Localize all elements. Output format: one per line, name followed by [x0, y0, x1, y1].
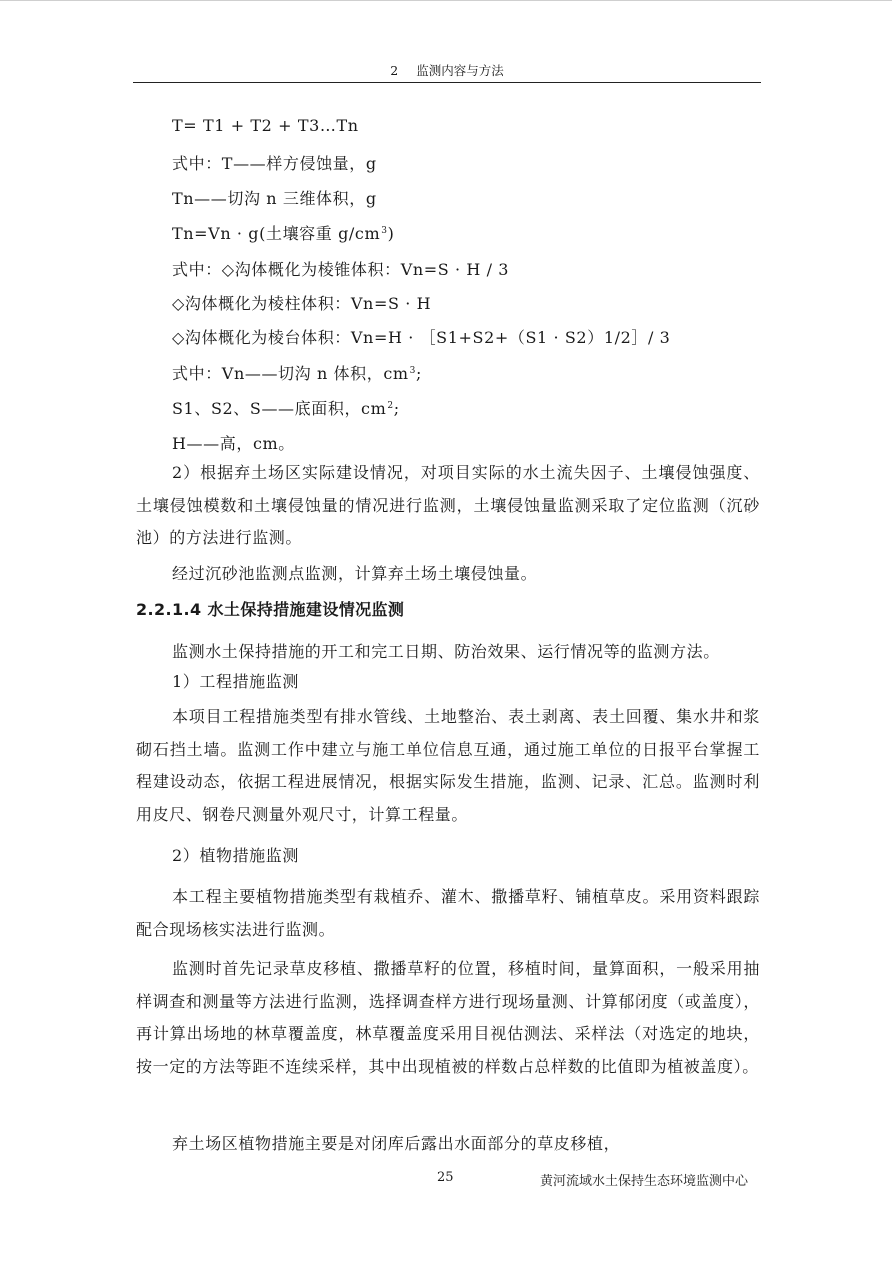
formula-def-vn-sup: 3	[409, 366, 416, 376]
formula-def-vn-text: 式中：Vn——切沟 n 体积，cm	[172, 364, 409, 383]
formula-tn-text: Tn=Vn · g(土壤容重 g/cm	[172, 224, 381, 243]
formula-def-s-text: S1、S2、S——底面积，cm	[172, 399, 387, 418]
formula-def-tn: Tn——切沟 n 三维体积，g	[172, 189, 377, 208]
paragraph-vegetation-method: 监测时首先记录草皮移植、撒播草籽的位置，移植时间，量算面积，一般采用抽样调查和测量等方法进行监测，选择调查样方进行现场量测、计算郁闭度（或盖度），再计算出场地的林草覆盖度，林草覆盖度采用目视估测法、采样法（对选定的地块，按一定的方法等距不连续采样，其中出现植被的样数占总样数的比值即为植被盖度）。	[136, 959, 760, 1076]
formula-total: T= T1 + T2 + T3…Tn	[172, 116, 359, 135]
paragraph-spoil-vegetation: 弃土场区植物措施主要是对闭库后露出水面部分的草皮移植，	[172, 1134, 621, 1153]
formula-prism: ◇沟体概化为棱柱体积：Vn=S · H	[172, 294, 432, 313]
paragraph-spoil-monitoring: 2）根据弃土场区实际建设情况，对项目实际的水土流失因子、土壤侵蚀强度、土壤侵蚀模数和土壤侵蚀量的情况进行监测，土壤侵蚀量监测采取了定位监测（沉砂池）的方法进行监测。	[136, 463, 760, 547]
formula-tn	[172, 221, 394, 244]
chapter-number: 2	[390, 63, 399, 78]
formula-def-vn	[172, 361, 422, 384]
formula-frustum: ◇沟体概化为棱台体积：Vn=H · ［S1+S2+（S1 · S2）1/2］/ 3	[172, 328, 671, 347]
subheading-vegetation: 2）植物措施监测	[172, 846, 299, 865]
paragraph-engineering: 本项目工程措施类型有排水管线、土地整治、表土剥离、表土回覆、集水井和浆砌石挡土墙。监测工作中建立与施工单位信息互通，通过施工单位的日报平台掌握工程建设动态，依据工程进展情况，根据实际发生措施，监测、记录、汇总。监测时利用皮尺、钢卷尺测量外观尺寸，计算工程量。	[136, 707, 760, 824]
running-header	[133, 60, 761, 83]
paragraph-vegetation-types: 本工程主要植物措施类型有栽植乔、灌木、撒播草籽、铺植草皮。采用资料跟踪配合现场核实法进行监测。	[136, 887, 760, 939]
formula-tn-sup: 3	[381, 226, 388, 236]
page-top-border	[0, 0, 892, 1]
footer-organization: 黄河流域水土保持生态环境监测中心	[540, 1174, 749, 1189]
paragraph-sediment-calc: 经过沉砂池监测点监测，计算弃土场土壤侵蚀量。	[172, 564, 538, 583]
formula-def-s-sup: 2	[387, 401, 394, 411]
formula-def-s	[172, 396, 400, 419]
formula-def-t: 式中：T——样方侵蚀量，g	[172, 154, 377, 173]
section-heading: 2.2.1.4 水土保持措施建设情况监测	[136, 600, 405, 619]
formula-tn-end: )	[387, 224, 395, 243]
formula-pyramid: 式中：◇沟体概化为棱锥体积：Vn=S · H / 3	[172, 260, 510, 279]
paragraph-measures-intro: 监测水土保持措施的开工和完工日期、防治效果、运行情况等的监测方法。	[172, 642, 720, 661]
formula-def-vn-end: ;	[416, 364, 422, 383]
formula-def-h: H——高，cm。	[172, 434, 295, 453]
subheading-engineering: 1）工程措施监测	[172, 672, 299, 691]
formula-def-s-end: ;	[393, 399, 400, 418]
page-number: 25	[437, 1170, 454, 1185]
chapter-title: 监测内容与方法	[416, 63, 504, 78]
